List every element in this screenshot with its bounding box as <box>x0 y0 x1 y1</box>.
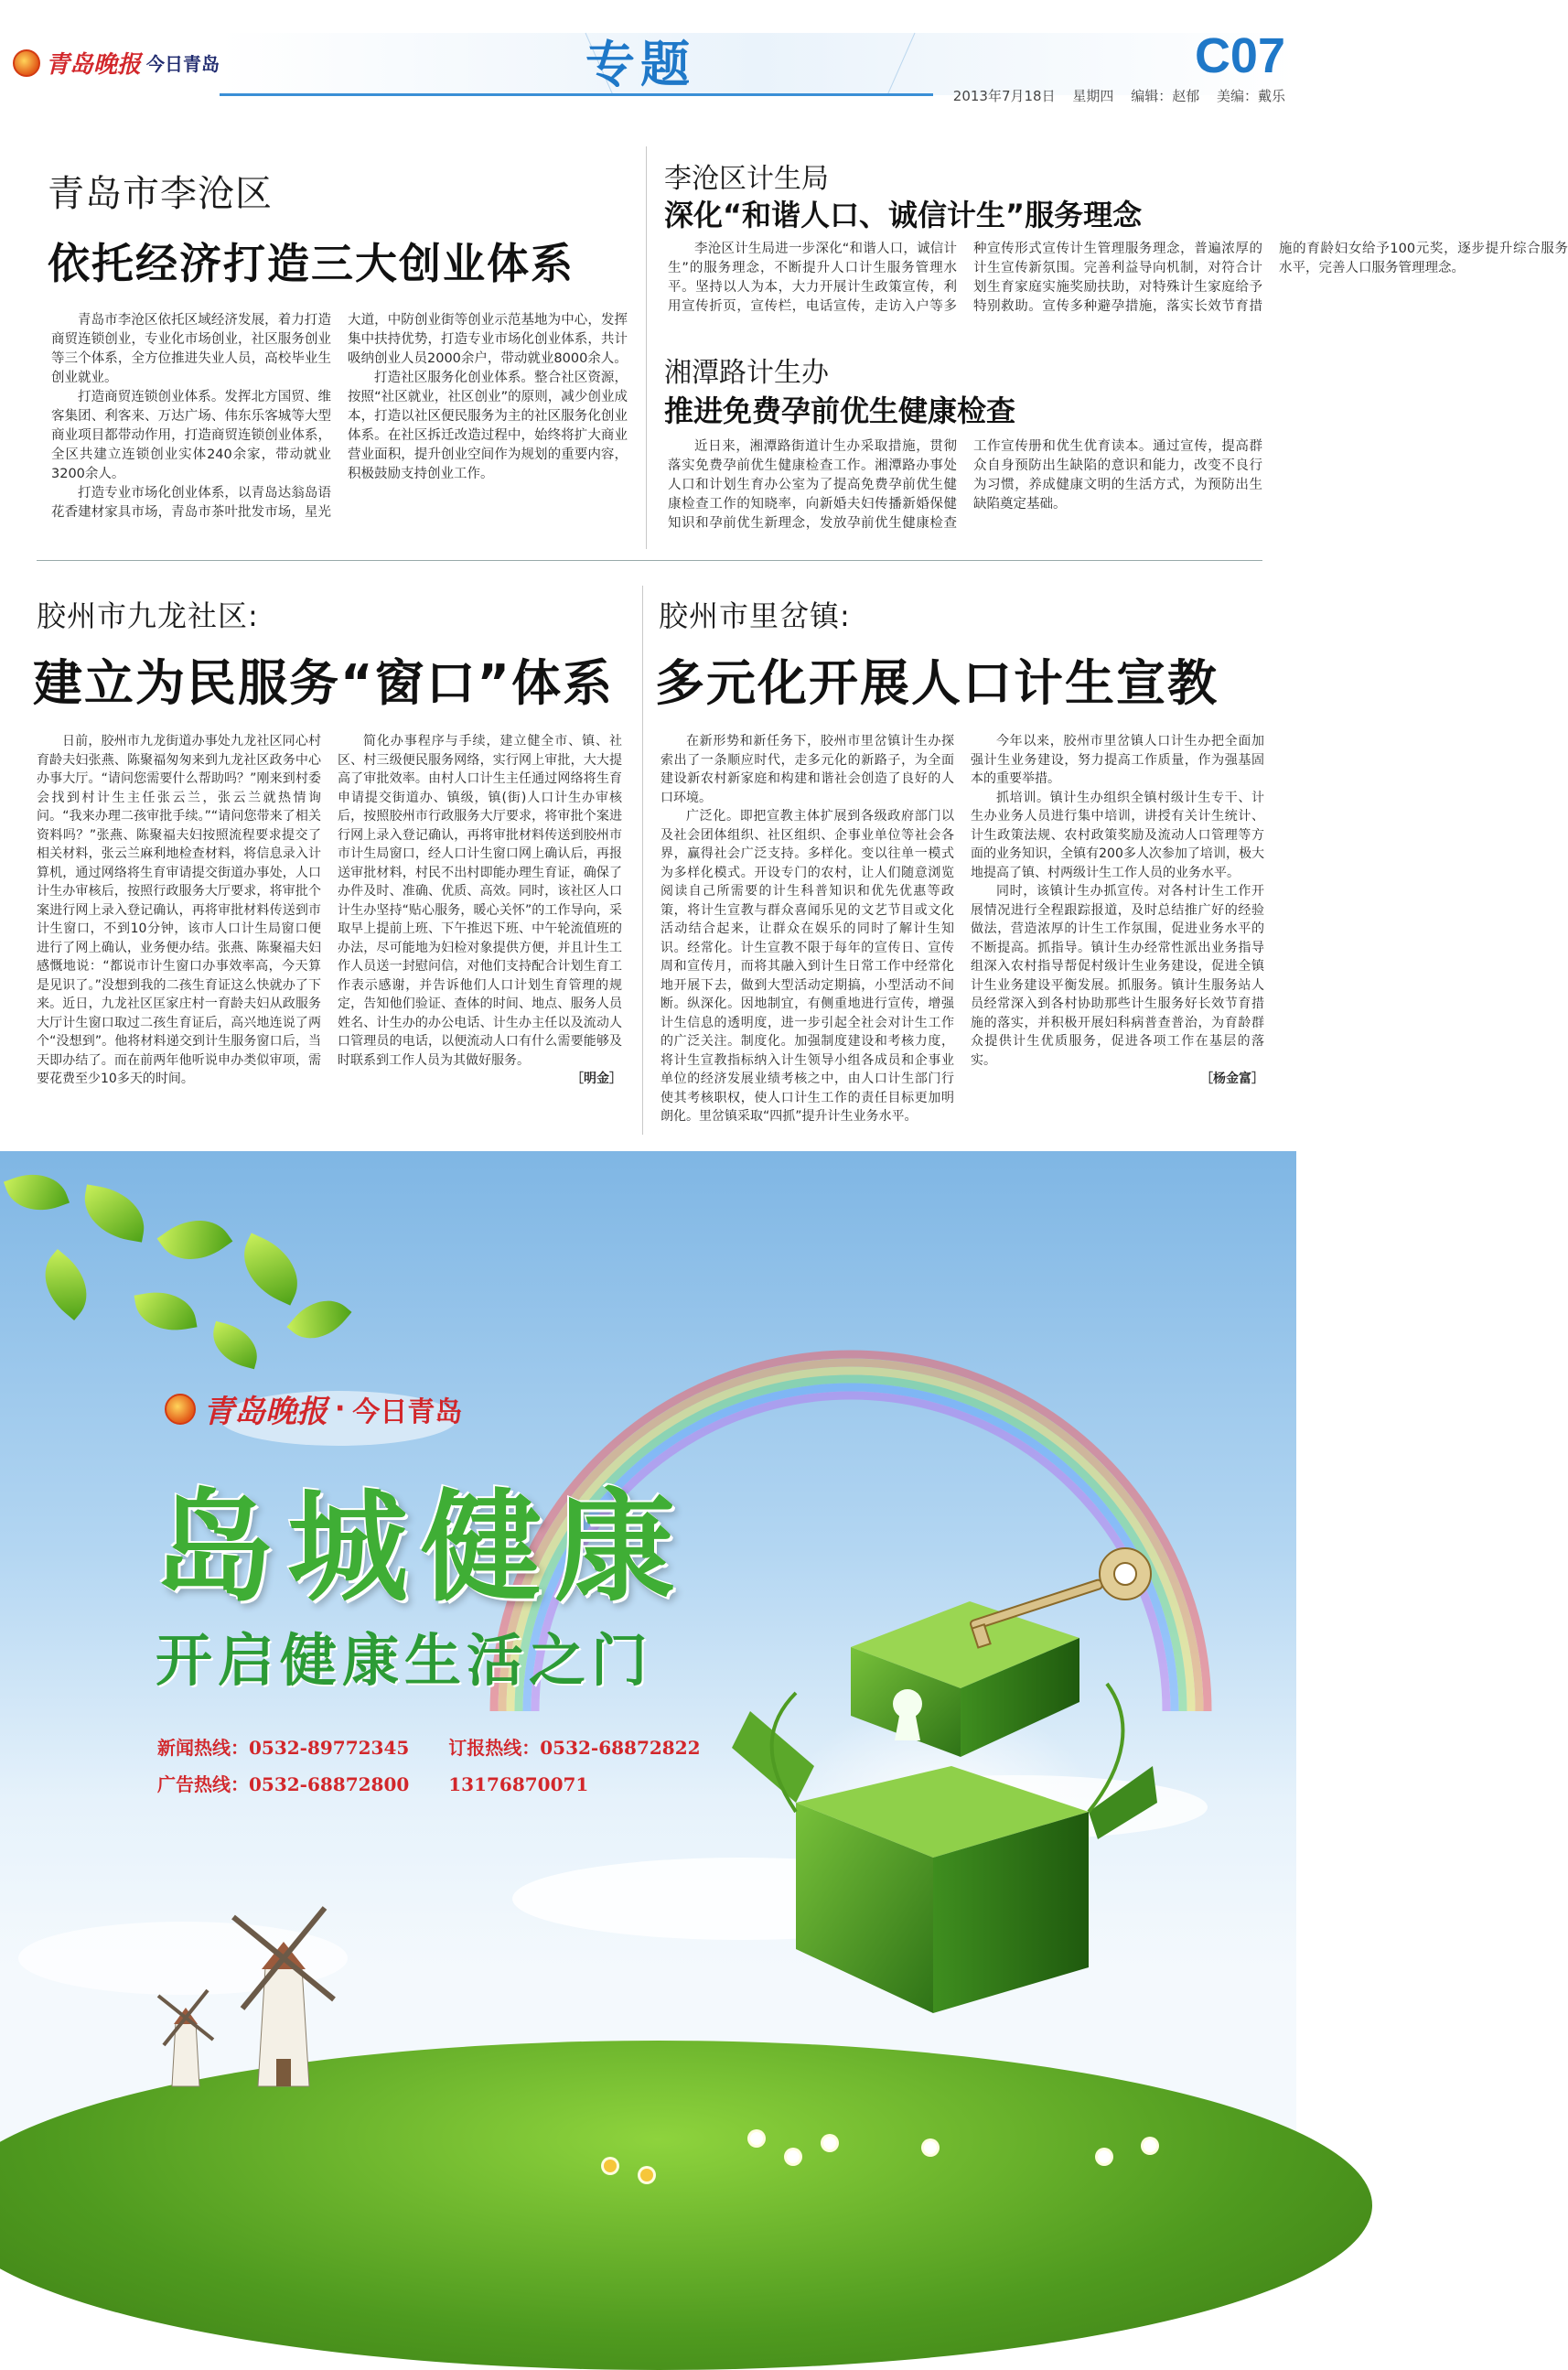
article3-paragraph: 近日来，湘潭路街道计生办采取措施，贯彻落实免费孕前优生健康检查工作。湘潭路办事处人口和计划生育办公室为了提高免费孕前优生健康检查工作的知晓率，向新婚夫妇传播新婚保健知识和孕前优生新理念，发放孕前优生健康检查工作宣传册和优生优育读本。通过宣传，提高群众自身预防出生缺陷的意识和能力，改变不良行为习惯，养成健康文明的生活方式，为预防出生缺陷奠定基础。 <box>668 439 1262 531</box>
article4-byline: ［明金］ <box>571 1072 622 1086</box>
article5-paragraph: 同时，该镇计生办抓宣传。对各村计生工作开展情况进行全程跟踪报道，及时总结推广好的经验做法，营造浓厚的计生工作氛围，促进业务水平的不断提高。抓指导。镇计生办经常性派出业务指导组深入农村指导帮促村级计生业务建设，促进全镇计生业务建设平衡发展。抓服务。镇计生服务站人员经常深入到各村协助那些计生服务好长效节育措施的落实，并积极开展妇科病普查普治，为育龄群众提供计生优质服务，促进各项工作在基层的落实。 <box>971 884 1264 1068</box>
art-editor-credit: 美编：戴乐 <box>1216 88 1285 104</box>
hotline-block <box>157 1729 734 1803</box>
article5-headline: 多元化开展人口计生宣教 <box>655 654 1219 712</box>
windmill-illustration <box>128 1885 366 2105</box>
grass-box-illustration <box>695 1537 1208 2050</box>
article4-paragraph: 简化办事程序与手续，建立健全市、镇、社区、村三级便民服务网络，实行网上审批，大大提高了审批效率。由村人口计生主任通过网络将生育申请提交街道办、镇级，镇(街)人口计生办审核后，按照胶州市行政服务大厅要求，将审批个案进行网上录入登记确认，再将审批材料传送到胶州市市计生局窗口，经人口计生窗口网上确认后，再报送审批材料，村民不出村即能办理生育证，确保了办件及时、准确、优质、高效。同时，该社区人口计生办坚持“贴心服务，暖心关怀”的工作导向，采取早上提前上班、下午推迟下班、中午轮流值班的办法，尽可能地为妇检对象提供方便，并且计生工作人员送一封慰问信，对他们支持配合计划生育工作表示感谢，并告诉他们人口计划生育管理的规定，告知他们验证、查体的时间、地点、服务人员姓名、计生办的办公电话、计生办主任以及流动人口管理员的电话，以便流动人口有什么需要能够及时联系到工作人员为其做好服务。 <box>338 734 622 1068</box>
daisy-decoration <box>1144 2139 1156 2152</box>
article2-body <box>668 240 1568 331</box>
article1-body <box>51 311 628 549</box>
ad-hotline: 广告热线：0532-68872800 <box>157 1773 410 1795</box>
article5-paragraph: 今年以来，胶州市里岔镇人口计生办把全面加强计生业务建设，努力提高工作质量，作为强基固本的重要举措。 <box>971 734 1264 786</box>
ad-newspaper-name: 青岛晚报 <box>203 1394 328 1430</box>
article3-kicker: 湘潭路计生办 <box>664 357 829 389</box>
article1-paragraph: 打造专业市场化创业体系，以青岛达翁岛语花香建材家具市场，青岛市茶叶批发市场，星光大道，中防创业街等创业示范基地为中心，发挥集中扶持优势，打造专业市场化创业体系，共计吸纳创业人员2000余户，带动就业8000余人。 <box>51 313 628 520</box>
section-divider <box>37 560 1262 561</box>
sun-logo-icon <box>165 1394 196 1425</box>
article4-body <box>37 732 622 1135</box>
mobile-hotline: 13176870071 <box>448 1773 589 1795</box>
header-rule <box>220 93 933 96</box>
section-title: 专题 <box>585 36 695 93</box>
subscribe-hotline: 订报热线：0532-68872822 <box>448 1737 701 1759</box>
issue-weekday: 星期四 <box>1072 88 1114 104</box>
column-divider <box>646 146 647 549</box>
daisy-decoration <box>1098 2150 1111 2163</box>
page-number: C07 <box>1194 28 1285 83</box>
article1-paragraph: 青岛市李沧区依托区域经济发展，着力打造商贸连锁创业，专业化市场创业，社区服务创业等三个体系，全方位推进失业人员，高校毕业生创业就业。 <box>51 313 331 385</box>
ad-subtitle: 开启健康生活之门 <box>156 1627 654 1694</box>
article4-headline: 建立为民服务“窗口”体系 <box>33 654 614 712</box>
article1-kicker: 青岛市李沧区 <box>48 173 273 215</box>
ad-logo <box>165 1386 462 1431</box>
newspaper-name: 青岛晚报 <box>46 51 142 79</box>
article5-body <box>660 732 1264 1135</box>
article2-paragraph: 李沧区计生局进一步深化“和谐人口，诚信计生”的服务理念，不断提升人口计生服务管理水平。坚持以人为本，大力开展计生政策宣传，利用宣传折页，宣传栏，电话宣传，走访入户等多种宣传形式宣传计生管理服务理念，普遍浓厚的计生宣传新氛围。完善利益导向机制，对符合计划生育家庭实施奖励扶助，对特殊计生家庭给予特别救助。宣传多种避孕措施，落实长效节育措施的育龄妇女给予100元奖，逐步提升综合服务水平，完善人口服务管理理念。 <box>668 242 1568 314</box>
article1-headline: 依托经济打造三大创业体系 <box>48 239 575 288</box>
article5-paragraph: 在新形势和新任务下，胶州市里岔镇计生办探索出了一条顺应时代，走多元化的新路子，为全面建设新农村新家庭和构建和谐社会创造了良好的人口环境。 <box>660 734 954 805</box>
article3-headline: 推进免费孕前优生健康检查 <box>664 393 1016 428</box>
article1-paragraph: 打造社区服务化创业体系。整合社区资源，按照“社区就业，社区创业”的原则，减少创业成本，打造以社区便民服务为主的社区服务化创业体系。在社区拆迁改造过程中，始终将扩大商业营业面积，提升创业空间作为规划的重要内容，积极鼓励支持创业工作。 <box>348 371 628 481</box>
article3-body <box>668 437 1262 538</box>
article2-headline: 深化“和谐人口、诚信计生”服务理念 <box>664 198 1143 232</box>
article1-paragraph: 打造商贸连锁创业体系。发挥北方国贸、维客集团、利客来、万达广场、伟东乐客城等大型商业项目都带动作用，打造商贸连锁创业体系，全区共建立连锁创业实体240余家，带动就业3200余人。 <box>51 390 331 481</box>
article4-kicker: 胶州市九龙社区: <box>37 598 259 633</box>
article5-kicker: 胶州市里岔镇: <box>659 598 851 633</box>
article5-paragraph: 广泛化。即把宣教主体扩展到各级政府部门以及社会团体组织、社区组织、企事业单位等社会各界，赢得社会广泛支持。多样化。变以往单一模式为多样化模式。开设专门的农村，让人们随意浏览阅读自己所需要的计生科普知识和优先优惠等政策，将计生宣教与群众喜闻乐见的文艺节目或文化活动结合起来，让群众在娱乐的同时了解计生知识。经常化。计生宣教不限于每年的宣传日、宣传周和宣传月，而将其融入到计生日常工作中经常化地开展下去，做到大型活动定期搞，小型活动不间断。纵深化。因地制宜，有侧重地进行宣传，增强计生信息的透明度，进一步引起全社会对计生工作的广泛关注。制度化。加强制度建设和考核力度，将计生宣教指标纳入计生领导小组各成员和企事业单位的经济发展业绩考核之中，由人口计生部门行使其考核职权，使人口计生工作的责任目标更加明朗化。里岔镇采取“四抓”提升计生业务水平。 <box>660 809 954 1124</box>
article4-paragraph: 日前，胶州市九龙街道办事处九龙社区同心村育龄夫妇张燕、陈聚福匆匆来到九龙社区政务中心办事大厅。“请问您需要什么帮助吗？”刚来到村委会找到村计生主任张云兰，张云兰就热情询问。“我来办理二孩审批手续。”“请问您带来了相关资料吗？”张燕、陈聚福夫妇按照流程要求提交了相关材料，张云兰麻利地检查材料，将信息录入计算机，通过网络将生育审请提交街道办事处，人口计生办审核后，按照行政服务大厅要求，将审批个案进行网上录入登记确认，再将审批材料传送到市计生窗口，不到10分钟，该市人口计生局窗口便进行了网上确认，业务便办结。张燕、陈聚福夫妇感慨地说：“都说市计生窗口办事效率高，今天算是见识了。”没想到我的二孩生育证这么快就办了下来。近日，九龙社区匡家庄村一育龄夫妇从政服务大厅计生窗口取过二孩生育证后，高兴地连说了两个“没想到”。他将材料递交到计生服务窗口后，当天即办结了。而在前两年他听说申办类似审项，需要花费至少10多天的时间。 <box>37 734 321 1086</box>
masthead-logo <box>13 46 220 80</box>
issue-meta <box>940 86 1285 105</box>
ad-logo-separator: · <box>335 1393 346 1425</box>
news-hotline: 新闻热线：0532-89772345 <box>157 1737 410 1759</box>
column-divider <box>642 586 643 1135</box>
edition-name: 今日青岛 <box>146 53 220 75</box>
daisy-decoration <box>787 2150 800 2163</box>
daisy-decoration <box>750 2132 763 2145</box>
issue-date: 2013年7月18日 <box>952 88 1056 104</box>
article5-paragraph: 抓培训。镇计生办组织全镇村级计生专干、计生办业务人员进行集中培训，讲授有关计生统计、计生政策法规、农村政策奖励及流动人口管理等方面的业务知识，全镇有200多人次参加了培训，极大地提高了镇、村两级计生工作人员的业务水平。 <box>971 790 1264 880</box>
yellow-flower-decoration <box>604 2160 617 2172</box>
sun-logo-icon <box>13 49 40 77</box>
ad-edition-name: 今日青岛 <box>352 1395 463 1428</box>
daisy-decoration <box>823 2137 836 2149</box>
daisy-decoration <box>924 2141 937 2154</box>
article2-kicker: 李沧区计生局 <box>664 163 829 195</box>
article5-byline: ［杨金富］ <box>1200 1072 1264 1086</box>
yellow-flower-decoration <box>640 2169 653 2181</box>
ad-title: 岛城健康 <box>154 1478 688 1619</box>
editor-credit: 编辑：赵郁 <box>1131 88 1200 104</box>
